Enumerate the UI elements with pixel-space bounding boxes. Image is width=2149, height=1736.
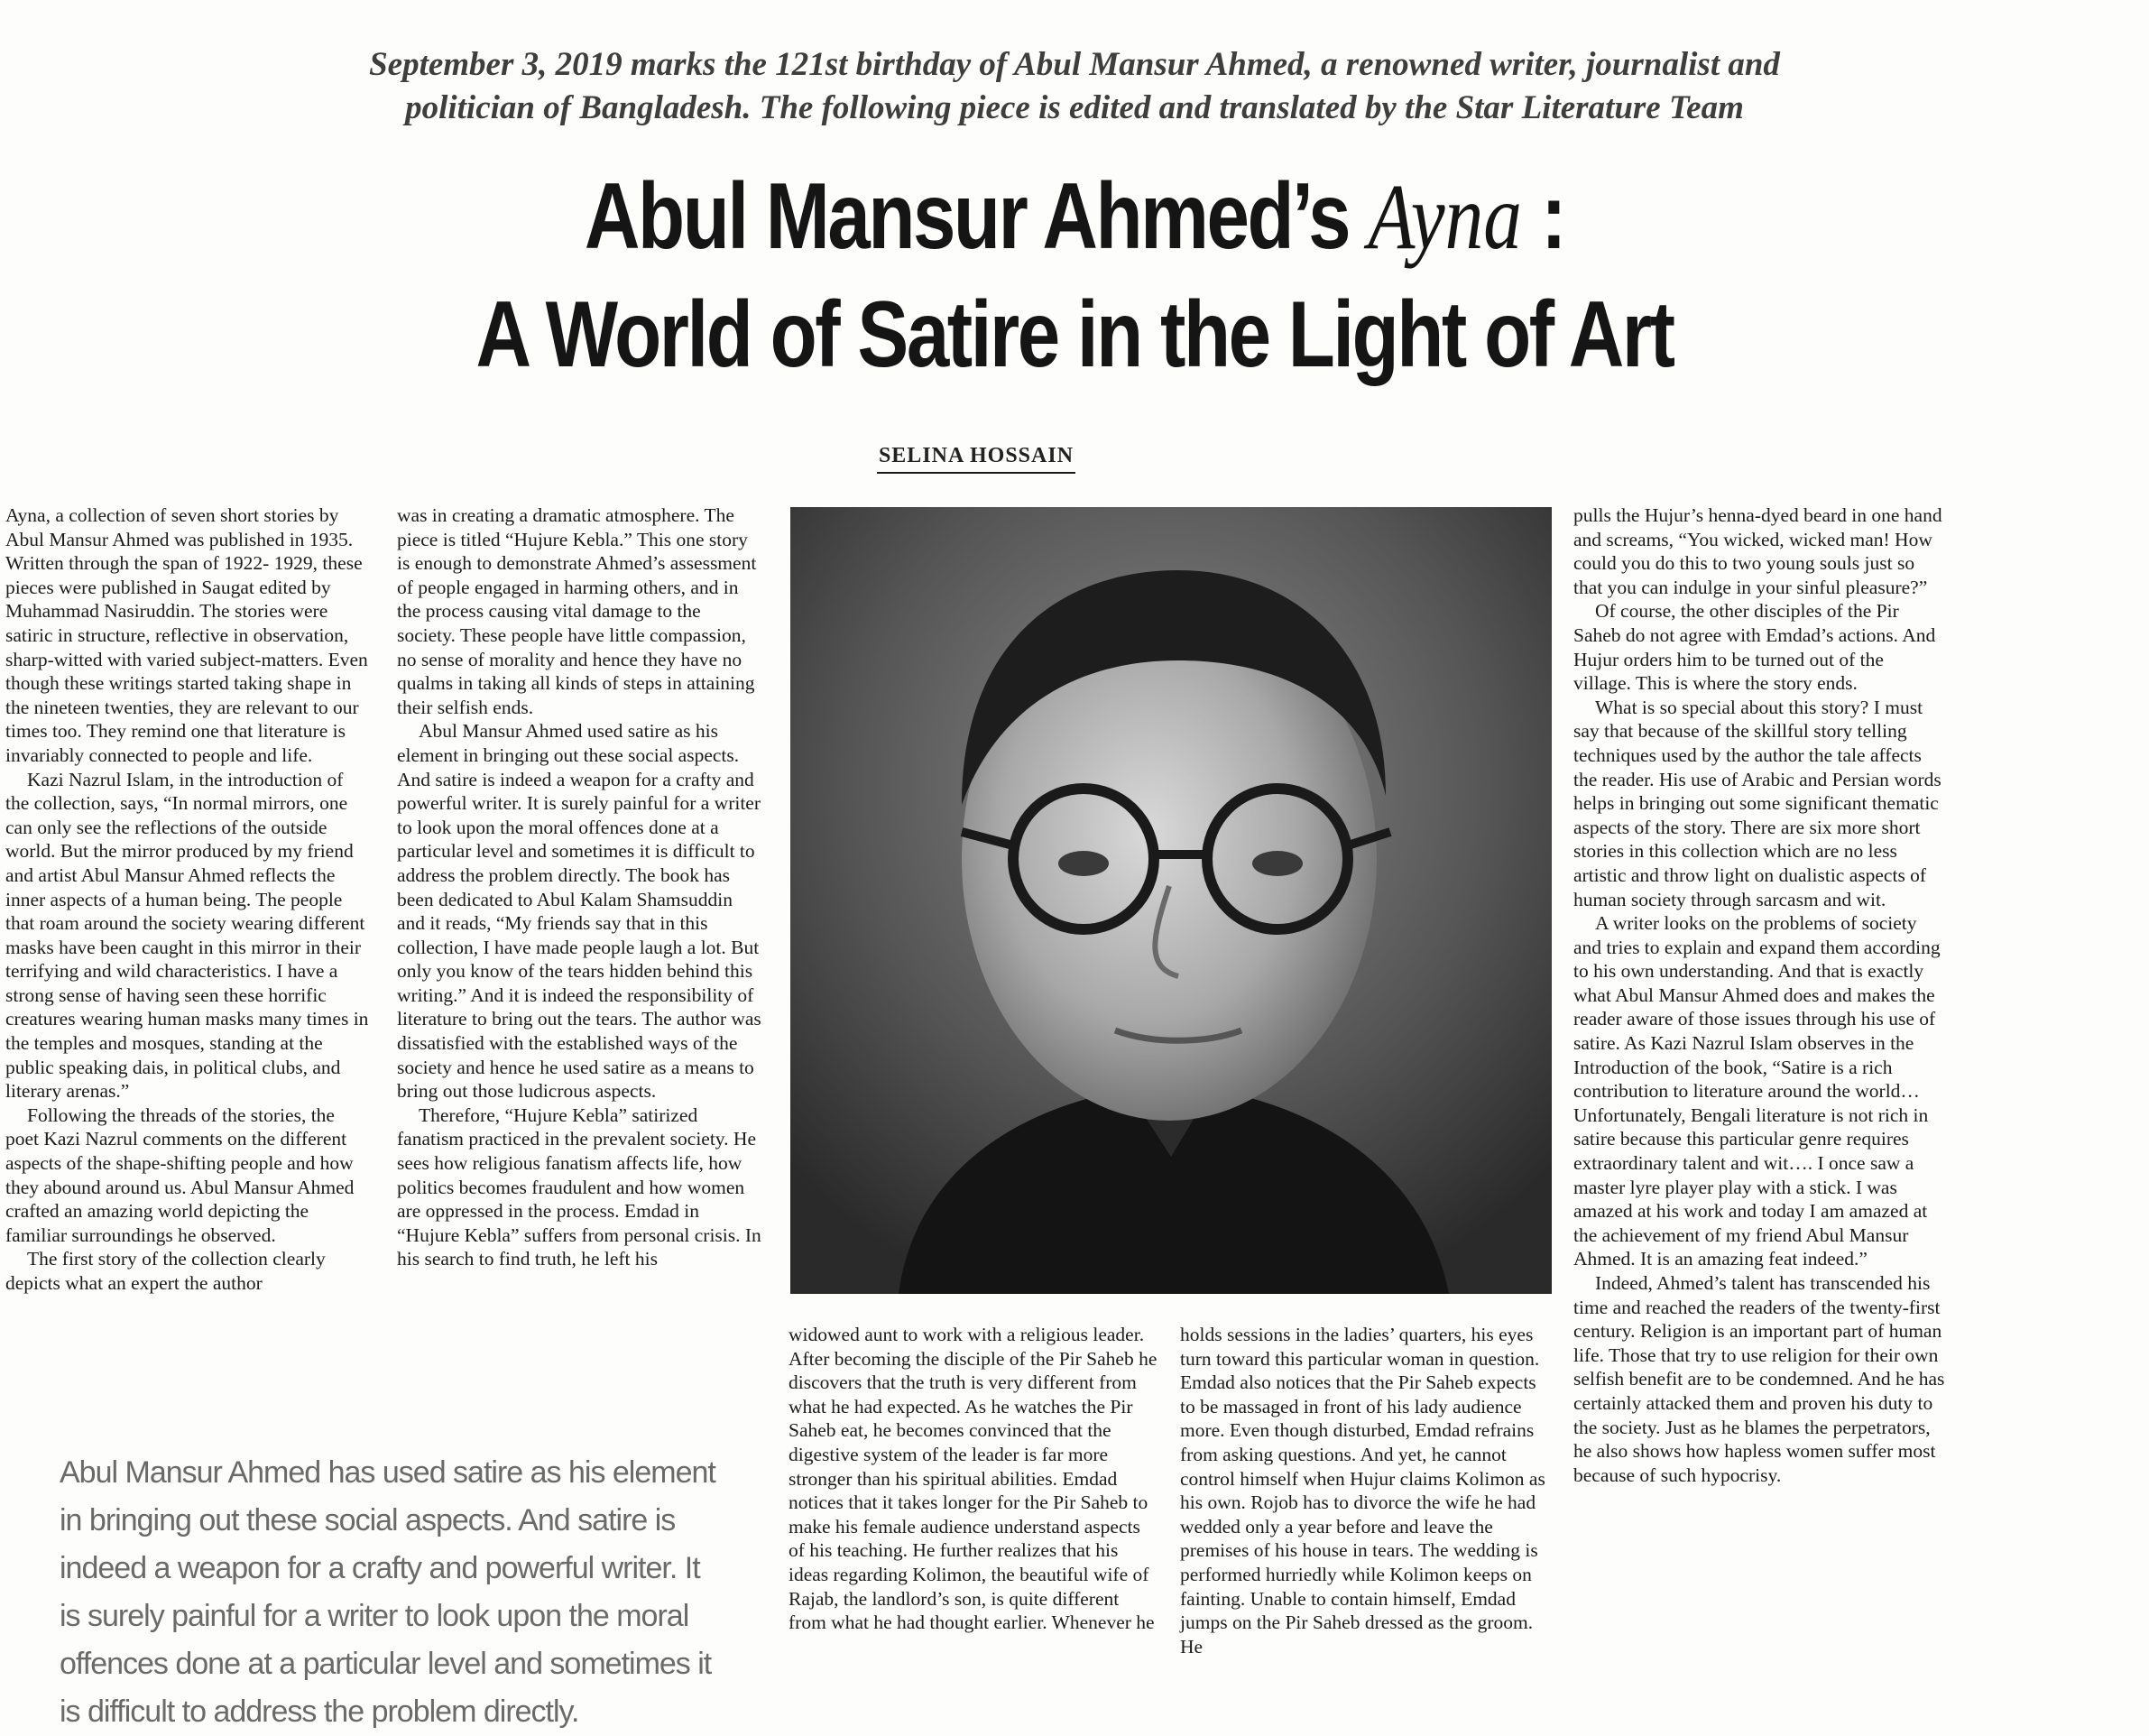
portrait-illustration (790, 507, 1552, 1294)
paragraph: Indeed, Ahmed’s talent has transcended his time and reached the readers of the twenty-first century. Religion is an important part of human life. Those that try to use religion for their own selfish benefit are to be condemned. And he has certainly attacked them and proven his duty to the society. Just as he blames the perpetrators, he also shows how hapless women suffer most because of such hypocrisy. (1573, 1272, 1945, 1486)
column-5 (1573, 503, 1945, 1487)
paragraph: pulls the Hujur’s henna-dyed beard in one hand and screams, “You wicked, wicked man! How could you do this to two young souls just so that you can indulge in your sinful pleasure?” (1573, 504, 1942, 598)
headline-prefix: Abul Mansur Ahmed’s (584, 164, 1369, 269)
headline-line-1 (223, 158, 1926, 276)
headline-line-2: A World of Satire in the Light of Art (475, 282, 1674, 387)
pull-quote: Abul Mansur Ahmed has used satire as his element in bringing out these social aspects. And satire is indeed a weapon for a crafty and powerful writer. It is surely painful for a writer to look upon the moral offences done at a particular level and sometimes it is difficult to address the problem directly. (60, 1455, 715, 1729)
byline: SELINA HOSSAIN (877, 444, 1075, 474)
paragraph: A writer looks on the problems of society and tries to explain and expand them according to his own understanding. And that is exactly what Abul Mansur Ahmed does and makes the reader aware of those issues through his use of satire. As Kazi Nazrul Islam observes in the Introduction of the book, “Satire is a rich contribution to literature around the world… Unfortunately, Bengali literature is not rich in satire because this particular genre requires extraordinary talent and wit…. I once saw a master lyre player play with a stick. I was amazed at his work and today I am amazed at the achievement of my friend Abul Mansur Ahmed. It is an amazing feat indeed.” (1573, 912, 1941, 1270)
paragraph: was in creating a dramatic atmosphere. The piece is titled “Hujure Kebla.” This one story is enough to demonstrate Ahmed’s assessment of people engaged in harming others, and in the process causing vital damage to the society. These people have little compassion, no sense of morality and hence they have no qualms in taking all kinds of steps in attaining their selfish ends. (397, 504, 757, 718)
column-4 (1180, 1323, 1552, 1658)
headline-italic-title: Ayna (1368, 165, 1522, 269)
column-1 (5, 503, 370, 1296)
paragraph: Abul Mansur Ahmed used satire as his element in bringing out these social aspects. And satire is indeed a weapon for a crafty and powerful writer. It is surely painful for a writer to look upon the moral offences done at a particular level and sometimes it is difficult to address the problem directly. The book has been dedicated to Abul Kalam Shamsuddin and it reads, “My friends say that in this collection, I have made people laugh a lot. But only you know of the tears hidden behind this writing.” And it is indeed the responsibility of literature to bring out the tears. The author was dissatisfied with the established ways of the society and hence he used satire as a means to bring out those ludicrous aspects. (397, 720, 761, 1103)
column-3 (789, 1323, 1158, 1635)
paragraph: holds sessions in the ladies’ quarters, his eyes turn toward this particular woman in question. Emdad also notices that the Pir Saheb expects to be massaged in front of his lady audience more. Even though disturbed, Emdad refrains from asking questions. And yet, he cannot control himself when Hujur claims Kolimon as his own. Rojob has to divorce the wife he had wedded only a year before and leave the premises of his house in tears. The wedding is performed hurriedly while Kolimon keeps on fainting. Unable to contain himself, Emdad jumps on the Pir Saheb dressed as the groom. He (1180, 1324, 1545, 1658)
column-2 (397, 503, 763, 1271)
paragraph: What is so special about this story? I must say that because of the skillful story telling techniques used by the author the tale affects the reader. His use of Arabic and Persian words helps in bringing out some significant thematic aspects of the story. There are six more short stories in this collection which are no less artistic and throw light on dualistic aspects of human society through sarcasm and wit. (1573, 696, 1941, 910)
intro-line-2: politician of Bangladesh. The following piece is edited and translated by the Star Literature Team (405, 89, 1744, 126)
paragraph: Therefore, “Hujure Kebla” satirized fanatism practiced in the prevalent society. He sees how religious fanatism affects life, how politics becomes fraudulent and how women are oppressed in the process. Emdad in “Hujure Kebla” suffers from personal crisis. In his search to find truth, he left his (397, 1103, 761, 1270)
paragraph: Ayna, a collection of seven short stories by Abul Mansur Ahmed was published in 1935. Written through the span of 1922- 1929, these pieces were published in Saugat edited by Muhammad Nasiruddin. The stories were satiric in structure, reflective in observation, sharp-witted with varied subject-matters. Even though these writings started taking shape in the nineteen twenties, they are relevant to our times too. They remind one that literature is invariably connected to people and life. (5, 504, 368, 766)
paragraph: Kazi Nazrul Islam, in the introduction of the collection, says, “In normal mirrors, one can only see the reflections of the outside world. But the mirror produced by my friend and artist Abul Mansur Ahmed reflects the inner aspects of a human being. The people that roam around the society wearing different masks have been caught in this mirror in their terrifying and wild characteristics. I have a strong sense of having seen these horrific creatures wearing human masks many times in the temples and mosques, standing at the public speaking dais, in political clubs, and literary arenas.” (5, 768, 369, 1103)
headline (36, 158, 2113, 393)
portrait-photo (790, 507, 1552, 1294)
paragraph: The first story of the collection clearly depicts what an expert the author (5, 1248, 326, 1294)
headline-suffix: : (1521, 164, 1565, 269)
paragraph: Following the threads of the stories, the poet Kazi Nazrul comments on the different aspects of the shape-shifting people and how they abound around us. Abul Mansur Ahmed crafted an amazing world depicting the familiar surroundings he observed. (5, 1103, 355, 1246)
intro-line-1: September 3, 2019 marks the 121st birthday of Abul Mansur Ahmed, a renowned writer, journalist and (369, 46, 1780, 83)
intro-blurb (54, 43, 2095, 130)
paragraph: Of course, the other disciples of the Pir Saheb do not agree with Emdad’s actions. And Hujur orders him to be turned out of the village. This is where the story ends. (1573, 600, 1936, 695)
paragraph: widowed aunt to work with a religious leader. After becoming the disciple of the Pir Saheb he discovers that the truth is very different from what he had expected. As he watches the Pir Saheb eat, he becomes convinced that the digestive system of the leader is far more stronger than his spiritual abilities. Emdad notices that it takes longer for the Pir Saheb to make his female audience understand aspects of his teaching. He further realizes that his ideas regarding Kolimon, the beautiful wife of Rajab, the landlord’s son, is quite different from what he had thought earlier. Whenever he (789, 1324, 1158, 1634)
